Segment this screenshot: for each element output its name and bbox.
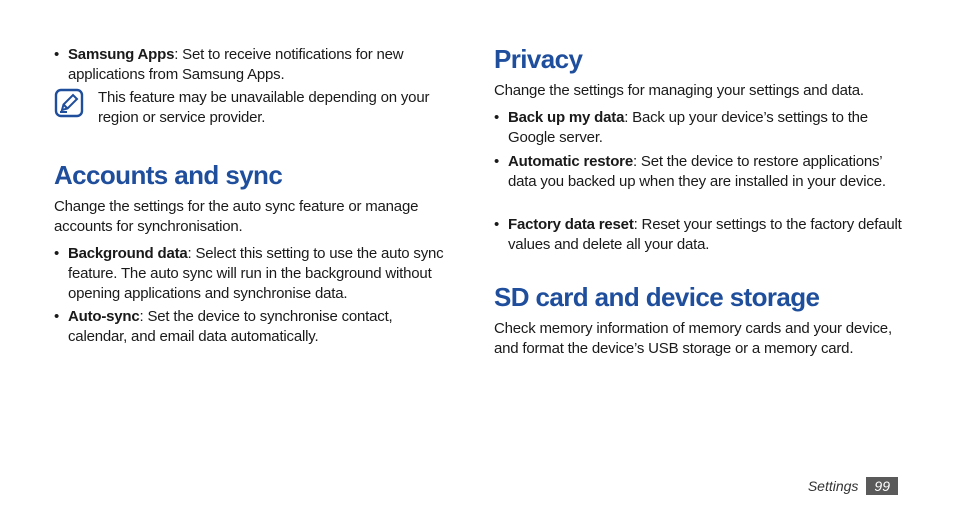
bullet-desc: : Set the device to synchronise contact, calendar, and email data automatically. (68, 308, 393, 345)
storage-intro: Check memory information of memory cards and your device, and format the device’s USB storage or a memory card. (494, 320, 892, 357)
note-text: This feature may be unavailable depending on your region or service provider. (98, 89, 430, 126)
page-footer (808, 477, 898, 495)
bullet-automatic-restore (494, 152, 903, 192)
bullet-samsung-apps (54, 45, 458, 85)
footer-section-label: Settings (807, 478, 859, 494)
page-number: 99 (866, 477, 898, 495)
storage-heading: SD card and device storage (494, 282, 820, 312)
privacy-intro: Change the settings for managing your settings and data. (494, 82, 864, 99)
bullet-term: Auto-sync (68, 308, 140, 325)
accounts-intro: Change the settings for the auto sync feature or manage accounts for synchronisation. (54, 198, 419, 235)
bullet-term: Background data (68, 245, 188, 262)
note-box (54, 88, 458, 128)
bullet-term: Back up my data (508, 109, 625, 126)
bullet-back-up-my-data (494, 108, 903, 148)
bullet-desc: : Select this setting to use the auto sync feature. The auto sync will run in the background without opening applications and synchronise data. (68, 245, 444, 302)
bullet-term: Samsung Apps (68, 46, 175, 63)
bullet-auto-sync (54, 307, 448, 347)
bullet-term: Factory data reset (508, 216, 634, 233)
bullet-factory-data-reset (494, 215, 903, 255)
note-pencil-icon (54, 88, 84, 118)
accounts-heading: Accounts and sync (54, 160, 283, 190)
bullet-desc: : Back up your device’s settings to the Google server. (508, 109, 868, 146)
bullet-desc: : Set the device to restore applications’ data you backed up when they are installed in your device. (508, 153, 886, 190)
privacy-heading: Privacy (494, 44, 583, 74)
bullet-desc: : Set to receive notifications for new applications from Samsung Apps. (68, 46, 404, 83)
bullet-term: Automatic restore (508, 153, 633, 170)
bullet-desc: : Reset your settings to the factory default values and delete all your data. (508, 216, 902, 253)
bullet-background-data (54, 244, 448, 304)
